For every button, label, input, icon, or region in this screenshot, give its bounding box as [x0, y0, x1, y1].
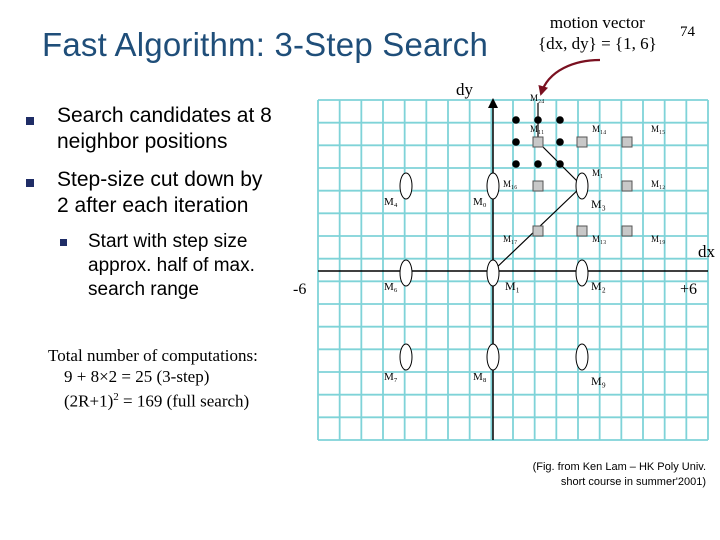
- candidate-dot: [556, 116, 564, 124]
- totals-3step: 9 + 8×2 = 25 (3-step): [64, 367, 210, 386]
- candidate-square: [622, 181, 632, 191]
- plus-six-label: +6: [680, 281, 698, 298]
- sub-bullet-line1: Start with step size: [88, 231, 248, 252]
- candidate-square: [622, 137, 632, 147]
- candidate-square: [533, 181, 543, 191]
- candidate-ellipse: [576, 260, 588, 286]
- candidate-dot: [556, 160, 564, 168]
- label-m16: M₁₆: [503, 179, 518, 189]
- motion-vector-arrow: [541, 60, 600, 94]
- candidate-ellipse: [400, 260, 412, 286]
- candidate-dot: [512, 138, 520, 146]
- label-m5: M₀: [473, 196, 487, 208]
- minus-six-label: -6: [293, 281, 307, 298]
- label-m3: M₃: [591, 197, 606, 211]
- motion-vector-line2: {dx, dy} = {1, 6}: [538, 34, 657, 53]
- bullet-1-line1: Search candidates at 8: [57, 104, 272, 127]
- label-m9: M₉: [591, 374, 606, 388]
- candidate-dot: [512, 160, 520, 168]
- candidate-ellipse: [576, 173, 588, 199]
- label-m19: M₁₉: [651, 234, 666, 244]
- candidate-ellipse: [487, 173, 499, 199]
- label-m6: M₆: [384, 281, 398, 293]
- candidate-dot: [534, 116, 542, 124]
- candidate-ellipse: [487, 260, 499, 286]
- label-m7: M₇: [384, 371, 398, 383]
- label-m8: M₈: [473, 371, 487, 383]
- bullet-2-line2: 2 after each iteration: [57, 194, 249, 217]
- slide-title: Fast Algorithm: 3-Step Search: [42, 26, 488, 63]
- label-m4: M₄: [384, 196, 398, 208]
- page-number: 74: [680, 24, 695, 40]
- bullet-1-line2: neighbor positions: [57, 130, 228, 153]
- totals-full-a: (2R+1): [64, 391, 114, 411]
- candidate-ellipse: [487, 344, 499, 370]
- label-m1-center: M₁: [505, 279, 520, 293]
- label-m12: M₁₂: [651, 179, 666, 189]
- candidate-square: [533, 226, 543, 236]
- motion-vector-line1: motion vector: [549, 13, 645, 32]
- candidate-dot: [512, 116, 520, 124]
- sub-bullet-line3: search range: [88, 279, 199, 300]
- caption-line2: short course in summer'2001): [560, 476, 706, 488]
- totals-full-b: = 169 (full search): [118, 391, 250, 411]
- label-m15: M₁₅: [651, 124, 666, 134]
- candidate-square: [533, 137, 543, 147]
- label-m24: M₂₄: [530, 93, 545, 103]
- dy-label: dy: [456, 80, 473, 99]
- candidate-ellipse: [400, 344, 412, 370]
- totals-heading: Total number of computations:: [48, 346, 258, 365]
- label-m13: M₁₃: [592, 234, 607, 244]
- totals-full-exponent: 2: [113, 391, 119, 403]
- candidate-dot: [534, 160, 542, 168]
- label-m14: M₁₄: [592, 124, 607, 134]
- sub-bullet-line2: approx. half of max.: [88, 255, 255, 276]
- label-m17: M₁₇: [503, 234, 518, 244]
- label-m2: M₂: [591, 279, 606, 293]
- candidate-ellipse: [400, 173, 412, 199]
- label-m1-upper: M₁: [592, 168, 604, 178]
- candidate-square: [622, 226, 632, 236]
- dx-label: dx: [698, 242, 715, 261]
- candidate-ellipse: [576, 344, 588, 370]
- candidate-square: [577, 226, 587, 236]
- label-m11: M₁₁: [530, 124, 545, 134]
- caption-line1: (Fig. from Ken Lam – HK Poly Univ.: [532, 461, 706, 473]
- candidate-square: [577, 137, 587, 147]
- bullet-2-line1: Step-size cut down by: [57, 168, 263, 191]
- candidate-dot: [556, 138, 564, 146]
